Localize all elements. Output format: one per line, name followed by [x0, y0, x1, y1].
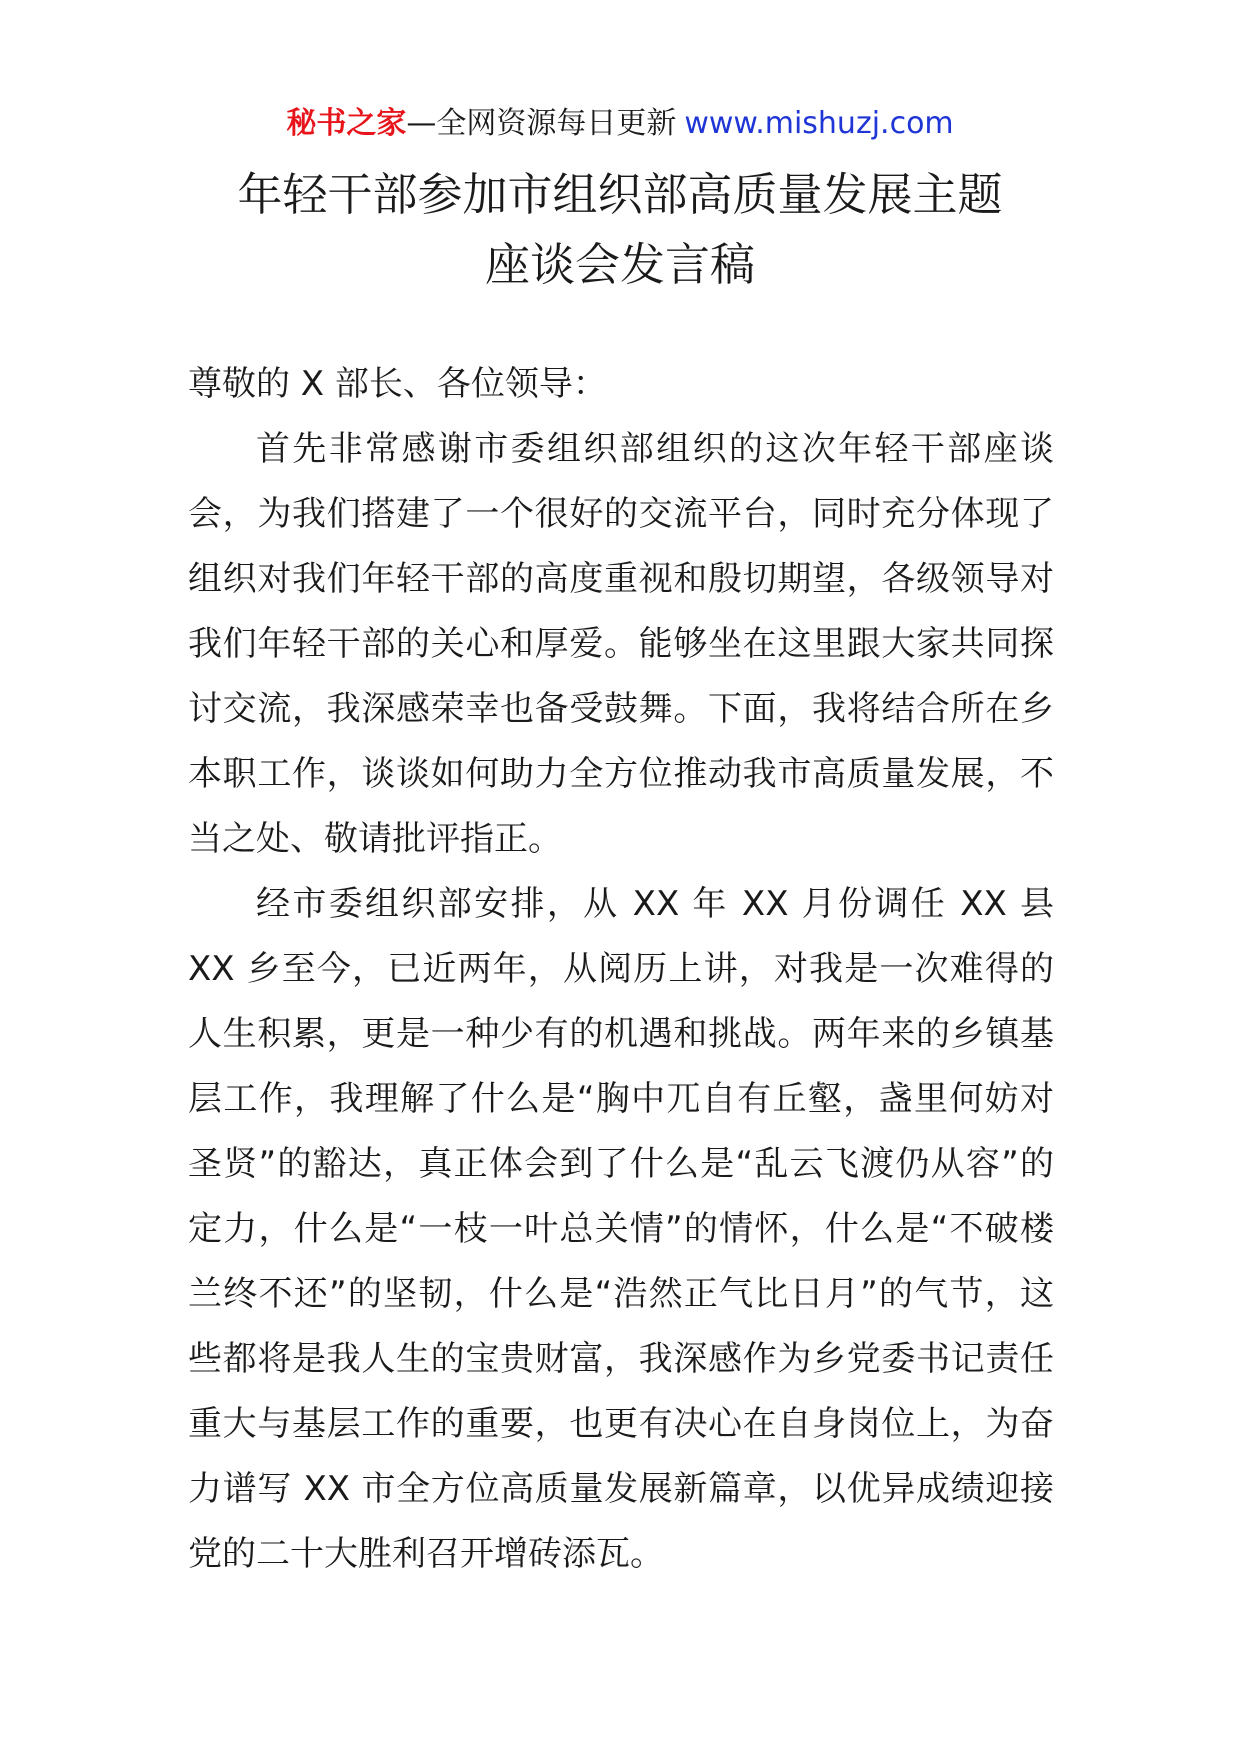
- title-line-1: 年轻干部参加市组织部高质量发展主题: [237, 168, 1003, 221]
- header-tagline: —全网资源每日更新: [406, 106, 677, 141]
- title-line-2: 座谈会发言稿: [484, 238, 755, 291]
- document-body: [188, 352, 1054, 1587]
- paragraph-2: 经市委组织部安排，从 XX 年 XX 月份调任 XX 县 XX 乡至今，已近两年，从阅历上讲，对我是一次难得的人生积累，更是一种少有的机遇和挑战。两年来的乡镇基层工作，我理解了什么是“胸中兀自有丘壑，盏里何妨对圣贤”的豁达，真正体会到了什么是“乱云飞渡仍从容”的定力，什么是“一枝一叶总关情”的情怀，什么是“不破楼兰终不还”的坚韧，什么是“浩然正气比日月”的气节，这些都将是我人生的宝贵财富，我深感作为乡党委书记责任重大与基层工作的重要，也更有决心在自身岗位上，为奋力谱写 XX 市全方位高质量发展新篇章，以优异成绩迎接党的二十大胜利召开增砖添瓦。: [188, 884, 1054, 1574]
- salutation: 尊敬的 X 部长、各位领导：: [188, 364, 607, 404]
- document-title: [0, 160, 1240, 300]
- paragraph-1: 首先非常感谢市委组织部组织的这次年轻干部座谈会，为我们搭建了一个很好的交流平台，同时充分体现了组织对我们年轻干部的高度重视和殷切期望，各级领导对我们年轻干部的关心和厚爱。能够坐在这里跟大家共同探讨交流，我深感荣幸也备受鼓舞。下面，我将结合所在乡本职工作，谈谈如何助力全方位推动我市高质量发展，不当之处、敬请批评指正。: [188, 429, 1054, 859]
- site-header: [0, 102, 1240, 146]
- site-url-link[interactable]: www.mishuzj.com: [684, 106, 954, 141]
- brand-name: 秘书之家: [286, 106, 407, 141]
